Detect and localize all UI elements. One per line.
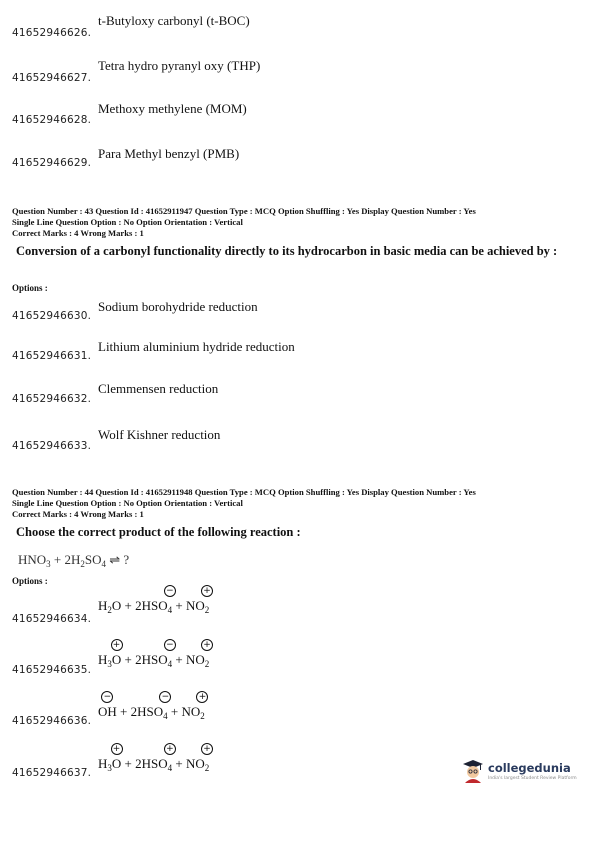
option-id: 41652946630. bbox=[12, 310, 92, 322]
plus-charge-icon: + bbox=[201, 743, 213, 755]
reaction-text: $HNO_3 + 2H_2SO_4$ ⇌ ? bbox=[18, 552, 130, 569]
plus-charge-icon: + bbox=[111, 743, 123, 755]
minus-charge-icon: − bbox=[164, 639, 176, 651]
option-id: 41652946626. bbox=[12, 27, 92, 39]
option-id: 41652946635. bbox=[12, 664, 92, 676]
option-formula: $H_3O$ + + $2HSO_4$ − + $NO_2$ + bbox=[98, 652, 209, 669]
question-meta bbox=[12, 206, 584, 239]
question-meta bbox=[12, 487, 584, 520]
option-id: 41652946634. bbox=[12, 613, 92, 625]
option-text: Sodium borohydride reduction bbox=[98, 299, 258, 314]
plus-charge-icon: + bbox=[201, 585, 213, 597]
option-text: t-Butyloxy carbonyl (t-BOC) bbox=[98, 13, 250, 28]
logo-name: collegedunia bbox=[488, 761, 571, 775]
option-text: Methoxy methylene (MOM) bbox=[98, 101, 247, 116]
collegedunia-logo bbox=[462, 759, 577, 783]
option-formula: $H_3O$ + + $2HSO_4$ + + $NO_2$ + bbox=[98, 756, 209, 773]
options-label: Options : bbox=[12, 576, 48, 586]
minus-charge-icon: − bbox=[159, 691, 171, 703]
question-marks: Correct Marks : 4 Wrong Marks : 1 bbox=[12, 509, 144, 519]
question-meta-line: Single Line Question Option : No Option Orientation : Vertical bbox=[12, 217, 243, 227]
option-formula: OH − + $2HSO_4$ − + $NO_2$ + bbox=[98, 704, 205, 721]
option-text: Wolf Kishner reduction bbox=[98, 427, 221, 442]
plus-charge-icon: + bbox=[164, 743, 176, 755]
question-meta-line: Question Number : 43 Question Id : 41652911947 Question Type : MCQ Option Shuffling : Yes Display Question Number : Yes bbox=[12, 206, 476, 216]
minus-charge-icon: − bbox=[164, 585, 176, 597]
question-marks: Correct Marks : 4 Wrong Marks : 1 bbox=[12, 228, 144, 238]
option-id: 41652946637. bbox=[12, 767, 92, 779]
graduate-mascot-icon bbox=[462, 759, 484, 783]
plus-charge-icon: + bbox=[196, 691, 208, 703]
question-meta-line: Question Number : 44 Question Id : 41652911948 Question Type : MCQ Option Shuffling : Yes Display Question Number : Yes bbox=[12, 487, 476, 497]
options-label: Options : bbox=[12, 283, 48, 293]
question-text: Choose the correct product of the following reaction : bbox=[16, 525, 301, 539]
option-id: 41652946628. bbox=[12, 114, 92, 126]
option-text: Clemmensen reduction bbox=[98, 381, 219, 396]
option-id: 41652946633. bbox=[12, 440, 92, 452]
option-id: 41652946631. bbox=[12, 350, 92, 362]
option-formula: $H_2O + 2HSO_4$ − + $NO_2$ + bbox=[98, 598, 209, 615]
option-text: Para Methyl benzyl (PMB) bbox=[98, 146, 240, 161]
option-text: Tetra hydro pyranyl oxy (THP) bbox=[98, 58, 261, 73]
option-id: 41652946627. bbox=[12, 72, 92, 84]
question-text: Conversion of a carbonyl functionality directly to its hydrocarbon in basic media can be achieved by : bbox=[16, 244, 558, 258]
option-id: 41652946629. bbox=[12, 157, 92, 169]
reaction-equation bbox=[18, 552, 129, 569]
question-meta-line: Single Line Question Option : No Option Orientation : Vertical bbox=[12, 498, 243, 508]
plus-charge-icon: + bbox=[111, 639, 123, 651]
plus-charge-icon: + bbox=[201, 639, 213, 651]
minus-charge-icon: − bbox=[101, 691, 113, 703]
logo-tagline: India's largest Student Review Platform bbox=[488, 776, 577, 781]
option-id: 41652946636. bbox=[12, 715, 92, 727]
option-id: 41652946632. bbox=[12, 393, 92, 405]
option-text: Lithium aluminium hydride reduction bbox=[98, 339, 295, 354]
